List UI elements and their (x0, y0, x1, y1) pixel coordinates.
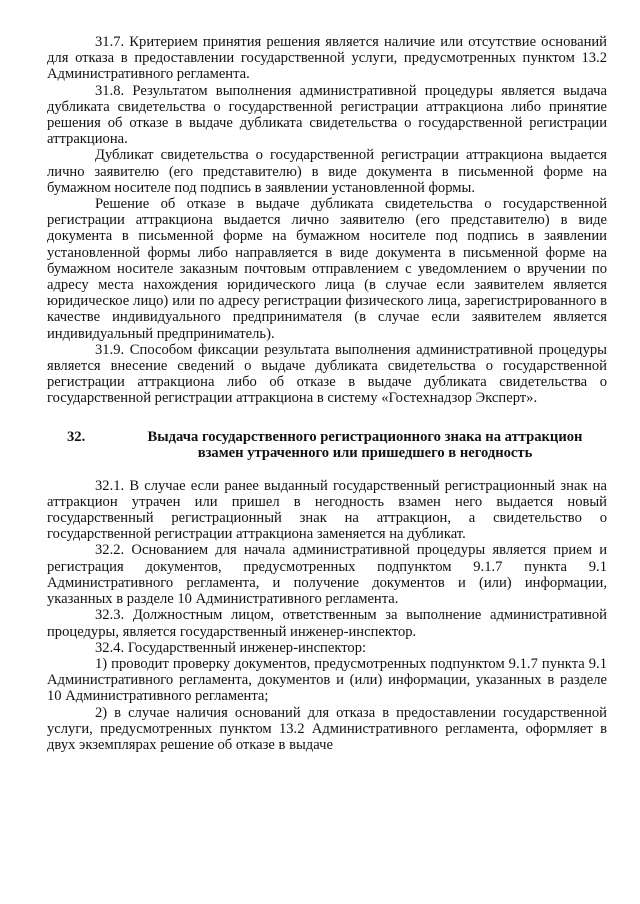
paragraph-32-4: 32.4. Государственный инженер-инспектор: (95, 639, 367, 656)
list-item-1: 1) проводит проверку документов, предусмотренных подпунктом 9.1.7 пункта 9.1 Административного регламента, документов и (или) информации, указанных в разделе 10 Административного регламента; (47, 655, 607, 705)
paragraph-32-2: 32.2. Основанием для начала административной процедуры является прием и регистрация документов, предусмотренных подпунктом 9.1.7 пункта 9.1 Административного регламента, и получение документов и (или) информации, указанных в разделе 10 Административного регламента. (47, 542, 607, 608)
section-number: 32. (67, 428, 86, 445)
section-heading (47, 429, 607, 462)
paragraph-32-3: 32.3. Должностным лицом, ответственным за выполнение административной процедуры, является государственный инженер-инспектор. (47, 607, 607, 640)
paragraph-31-8: 31.8. Результатом выполнения административной процедуры является выдача дубликата свидетельства о государственной регистрации аттракциона либо принятие решения об отказе в выдаче дубликата свидетельства о государственной регистрации аттракциона. (47, 82, 607, 148)
paragraph-32-1: 32.1. В случае если ранее выданный государственный регистрационный знак на аттракцион утрачен или пришел в негодность взамен него выдается новый государственный регистрационный знак на аттракцион, а свидетельство о государственной регистрации аттракциона заменяется на дубликат. (47, 477, 607, 543)
paragraph-duplicate-issue: Дубликат свидетельства о государственной регистрации аттракциона выдается лично заявителю (его представителю) в виде документа в письменной форме на бумажном носителе под подпись в заявлении установленной формы. (47, 147, 607, 196)
paragraph-refusal-decision: Решение об отказе в выдаче дубликата свидетельства о государственной регистрации аттракциона выдается лично заявителю (его представителю) в виде документа в письменной форме на бумажном носителе под подпись в заявлении установленной формы либо направляется в виде документа в письменной форме на бумажном носителе заказным почтовым отправлением с уведомлением о вручении по адресу места нахождения юридического лица (в случае если заявителем является юридическое лицо) или по адресу регистрации физического лица, зарегистрированного в качестве индивидуального предпринимателя (в случае если заявителем является индивидуальный предприниматель). (47, 196, 607, 342)
list-item-2: 2) в случае наличия оснований для отказа в предоставлении государственной услуги, предусмотренных пунктом 13.2 Административного регламента, оформляет в двух экземплярах решение об отказе в выдаче (47, 704, 607, 753)
section-title: Выдача государственного регистрационного знака на аттракцион взамен утраченного или пришедшего в негодность (147, 428, 583, 462)
paragraph-31-9: 31.9. Способом фиксации результата выполнения административной процедуры является внесение сведений о выдаче дубликата свидетельства о государственной регистрации аттракциона либо об отказе в выдаче дубликата свидетельства о государственной регистрации аттракциона в систему «Гостехнадзор Эксперт». (47, 341, 607, 407)
document-body (47, 34, 607, 753)
paragraph-31-7: 31.7. Критерием принятия решения является наличие или отсутствие оснований для отказа в предоставлении государственной услуги, предусмотренных пунктом 13.2 Административного регламента. (47, 34, 607, 83)
